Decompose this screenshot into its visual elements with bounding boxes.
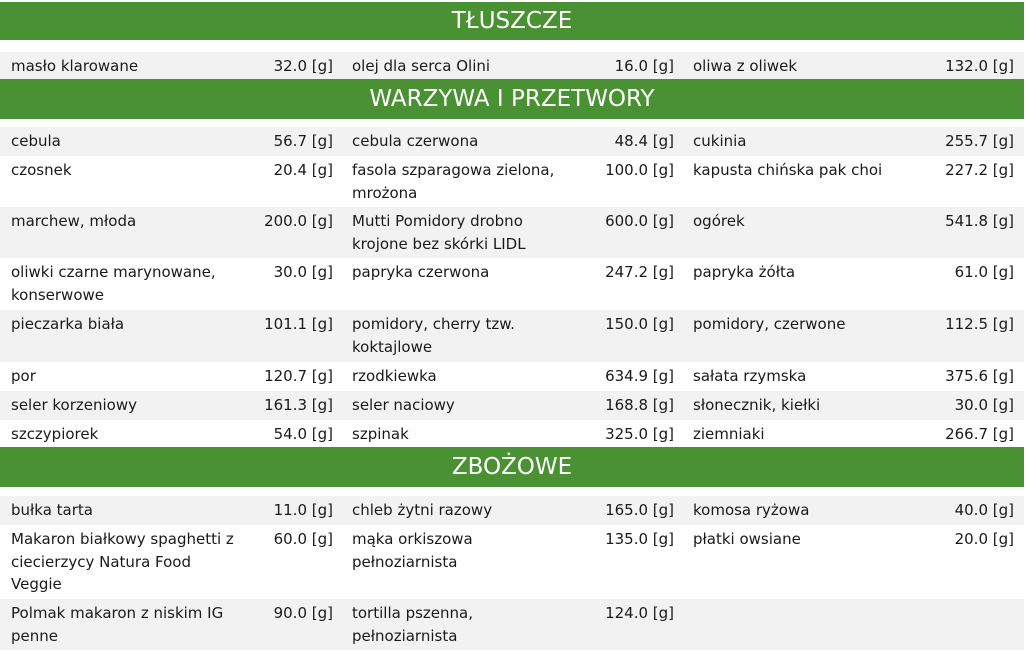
table-row xyxy=(0,496,1024,525)
item-name: fasola szparagowa zielona, mrożona xyxy=(352,161,555,202)
item-amount: 541.8 [g] xyxy=(945,212,1014,230)
item-amount: 11.0 [g] xyxy=(273,501,333,519)
item-name: olej dla serca Olini xyxy=(352,57,491,75)
item-amount: 30.0 [g] xyxy=(954,396,1014,414)
item-amount: 135.0 [g] xyxy=(605,530,674,548)
item-amount: 247.2 [g] xyxy=(605,263,674,281)
item-amount: 634.9 [g] xyxy=(605,367,674,385)
section-header-tluszcze: TŁUSZCZE xyxy=(0,2,1024,40)
item-name: rzodkiewka xyxy=(352,367,437,385)
item-amount: 600.0 [g] xyxy=(605,212,674,230)
item-name: mąka orkiszowa pełnoziarnista xyxy=(352,530,473,571)
item-name: Polmak makaron z niskim IG penne xyxy=(11,604,224,645)
table-row xyxy=(0,310,1024,362)
item-name: pieczarka biała xyxy=(11,315,125,333)
item-amount: 120.7 [g] xyxy=(264,367,333,385)
item-amount: 200.0 [g] xyxy=(264,212,333,230)
item-name: oliwa z oliwek xyxy=(693,57,798,75)
section-header-warzywa-i-przetwory: WARZYWA I PRZETWORY xyxy=(0,79,1024,119)
item-amount: 20.4 [g] xyxy=(273,161,333,179)
item-name: czosnek xyxy=(11,161,72,179)
table-row xyxy=(0,420,1024,447)
item-amount: 266.7 [g] xyxy=(945,425,1014,443)
item-name: słonecznik, kiełki xyxy=(693,396,821,414)
item-name: papryka czerwona xyxy=(352,263,490,281)
section-header-zbozowe: ZBOŻOWE xyxy=(0,447,1024,487)
item-amount: 124.0 [g] xyxy=(605,604,674,622)
item-name: seler korzeniowy xyxy=(11,396,137,414)
table-row xyxy=(0,258,1024,310)
item-name: tortilla pszenna, pełnoziarnista xyxy=(352,604,473,645)
item-amount: 61.0 [g] xyxy=(954,263,1014,281)
table-row xyxy=(0,156,1024,207)
item-name: kapusta chińska pak choi xyxy=(693,161,883,179)
item-amount: 32.0 [g] xyxy=(273,57,333,75)
item-amount: 375.6 [g] xyxy=(945,367,1014,385)
item-amount: 255.7 [g] xyxy=(945,132,1014,150)
item-name: płatki owsiane xyxy=(693,530,801,548)
item-amount: 30.0 [g] xyxy=(273,263,333,281)
item-name: marchew, młoda xyxy=(11,212,137,230)
item-name: cebula xyxy=(11,132,61,150)
item-name: Makaron białkowy spaghetti z ciecierzycy Natura Food Veggie xyxy=(11,530,234,593)
item-name: sałata rzymska xyxy=(693,367,807,385)
item-name: por xyxy=(11,367,36,385)
item-amount: 54.0 [g] xyxy=(273,425,333,443)
item-name: komosa ryżowa xyxy=(693,501,810,519)
item-name: bułka tarta xyxy=(11,501,93,519)
item-amount: 325.0 [g] xyxy=(605,425,674,443)
table-row xyxy=(0,362,1024,391)
item-amount: 132.0 [g] xyxy=(945,57,1014,75)
table-row xyxy=(0,127,1024,156)
table-row xyxy=(0,599,1024,650)
item-name: szczypiorek xyxy=(11,425,99,443)
item-name: pomidory, czerwone xyxy=(693,315,846,333)
item-name: szpinak xyxy=(352,425,409,443)
item-name: chleb żytni razowy xyxy=(352,501,493,519)
table-row xyxy=(0,525,1024,599)
item-name: cukinia xyxy=(693,132,747,150)
table-row xyxy=(0,52,1024,79)
item-amount: 20.0 [g] xyxy=(954,530,1014,548)
table-row xyxy=(0,207,1024,258)
item-amount: 48.4 [g] xyxy=(614,132,674,150)
item-amount: 90.0 [g] xyxy=(273,604,333,622)
item-amount: 60.0 [g] xyxy=(273,530,333,548)
item-amount: 100.0 [g] xyxy=(605,161,674,179)
table-row xyxy=(0,391,1024,420)
item-name: oliwki czarne marynowane, konserwowe xyxy=(11,263,216,304)
item-name: pomidory, cherry tzw. koktajlowe xyxy=(352,315,515,356)
item-amount: 40.0 [g] xyxy=(954,501,1014,519)
item-amount: 56.7 [g] xyxy=(273,132,333,150)
item-name: papryka żółta xyxy=(693,263,796,281)
item-name: ziemniaki xyxy=(693,425,765,443)
item-amount: 150.0 [g] xyxy=(605,315,674,333)
item-amount: 101.1 [g] xyxy=(264,315,333,333)
item-name: seler naciowy xyxy=(352,396,455,414)
item-name: cebula czerwona xyxy=(352,132,479,150)
item-amount: 16.0 [g] xyxy=(614,57,674,75)
item-name: ogórek xyxy=(693,212,745,230)
item-amount: 161.3 [g] xyxy=(264,396,333,414)
item-amount: 227.2 [g] xyxy=(945,161,1014,179)
item-name: Mutti Pomidory drobno krojone bez skórki LIDL xyxy=(352,212,526,253)
item-amount: 165.0 [g] xyxy=(605,501,674,519)
item-amount: 112.5 [g] xyxy=(945,315,1014,333)
item-amount: 168.8 [g] xyxy=(605,396,674,414)
item-name: masło klarowane xyxy=(11,57,139,75)
